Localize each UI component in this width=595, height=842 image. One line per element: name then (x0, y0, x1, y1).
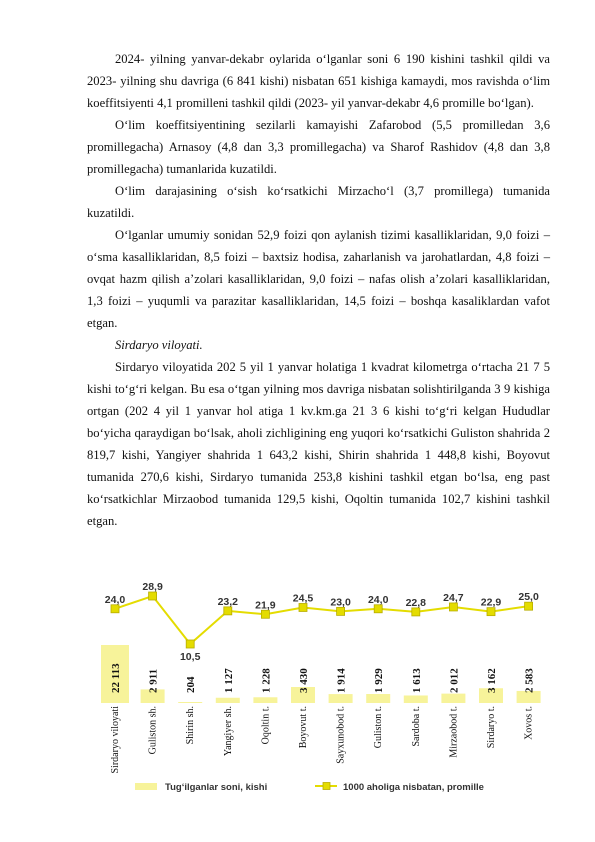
line-point-3 (224, 607, 232, 615)
line-label-10: 22,9 (480, 596, 502, 609)
bar-label-9: 2 012 (448, 668, 461, 693)
bar-label-6: 1 914 (335, 668, 348, 693)
bar-label-0: 22 113 (110, 663, 122, 693)
legend-label-bars: Tug‘ilganlar soni, kishi (165, 782, 268, 793)
bar-label-8: 1 613 (410, 668, 423, 693)
category-label-5: Boyovut t. (298, 706, 309, 749)
bar-label-2: 204 (185, 676, 198, 693)
line-point-6 (337, 607, 345, 615)
line-point-8 (412, 608, 420, 616)
bar-label-7: 1 929 (373, 668, 386, 693)
paragraph: O‘lim koeffitsiyentining sezilarli kamayishi Zafarobod (5,5 promilledan 3,6 promillegacha) Arnasoy (4,8 dan 3,3 promillegacha) va Sharof Rashidov (4,8 dan 3,8 promillegacha) tumanlarida kuzatildi. (87, 118, 550, 176)
bar-9 (441, 694, 465, 703)
legend-swatch-bars (135, 783, 157, 790)
line-point-7 (374, 605, 382, 613)
line-point-11 (525, 602, 533, 610)
category-label-0: Sirdaryo viloyati (110, 706, 121, 774)
category-label-11: Xovos t. (523, 706, 535, 740)
line-label-9: 24,7 (443, 591, 464, 604)
legend-swatch-line (323, 783, 330, 790)
line-label-6: 23,0 (330, 596, 351, 609)
line-label-8: 22,8 (405, 596, 427, 609)
line-point-2 (186, 640, 194, 648)
line-label-4: 21,9 (255, 599, 276, 612)
chart-svg (103, 581, 554, 798)
line-label-5: 24,5 (292, 592, 314, 605)
bar-3 (216, 698, 240, 703)
bar-label-11: 2 583 (523, 668, 536, 693)
category-label-6: Sayxunobod t. (335, 706, 347, 764)
body-text (87, 48, 550, 532)
bar-8 (404, 695, 428, 703)
category-label-8: Sardoba t. (410, 706, 422, 747)
line-label-1: 28,9 (142, 581, 163, 593)
bar-label-5: 3 430 (298, 668, 310, 693)
category-label-4: Oqoltin t. (260, 706, 272, 745)
paragraph: O‘lganlar umumiy sonidan 52,9 foizi qon aylanish tizimi kasalliklaridan, 9,0 foizi – o‘sma kasalliklaridan, 8,5 foizi – baxtsiz hodisa, zaharlanish va jarohatlardan, 4,8 foizi – ovqat hazm qilish a’zolari kasalliklaridan, 9,0 foizi – nafas olish a’zolari kasalliklaridan, 1,3 foizi – yuqumli va parazitar kasalliklaridan, 14,5 foizi – boshqa kasaliklardan vafot etgan. (87, 228, 550, 330)
bar-2 (178, 702, 202, 703)
paragraph: 2024- yilning yanvar-dekabr oylarida o‘lganlar soni 6 190 kishini tashkil qildi va 2023- yilning shu davriga (6 841 kishi) nisbatan 651 kishiga kamaydi, mos ravishda o‘lim koeffitsiyenti 4,1 promilleni tashkil qildi (2023- yil yanvar-dekabr 4,6 promille bo‘lgan). (87, 52, 550, 110)
category-label-9: Mirzaobod t. (448, 706, 460, 758)
line-label-0: 24,0 (104, 593, 126, 606)
section-heading: Sirdaryo viloyati. (115, 338, 203, 352)
line-point-4 (261, 610, 269, 618)
line-point-5 (299, 603, 307, 611)
line-label-3: 23,2 (217, 595, 239, 608)
bar-label-1: 2 911 (147, 668, 160, 693)
line-label-11: 25,0 (518, 591, 539, 604)
bar-7 (366, 694, 390, 703)
category-label-1: Guliston sh. (147, 706, 159, 755)
line-point-1 (149, 592, 157, 600)
line-point-10 (487, 608, 495, 616)
bar-label-10: 3 162 (486, 668, 498, 693)
bar-6 (329, 694, 353, 703)
category-label-10: Sirdaryo t. (486, 706, 497, 749)
paragraph: O‘lim darajasining o‘sish ko‘rsatkichi Mirzacho‘l (3,7 promillega) tumanida kuzatildi. (87, 184, 550, 220)
line-point-9 (449, 603, 457, 611)
births-chart (103, 581, 554, 798)
legend-label-line: 1000 aholiga nisbatan, promille (343, 782, 484, 793)
category-label-7: Guliston t. (373, 706, 385, 749)
category-label-2: Shirin sh. (185, 706, 197, 745)
bar-label-3: 1 127 (222, 668, 235, 693)
line-point-0 (111, 605, 119, 613)
line-label-7: 24,0 (367, 593, 389, 606)
bar-4 (253, 697, 277, 703)
category-label-3: Yangiyer sh. (222, 706, 234, 757)
paragraph: Sirdaryo viloyatida 202 5 yil 1 yanvar holatiga 1 kvadrat kilometrga o‘rtacha 21 7 5 kishi to‘g‘ri kelgan. Bu esa o‘tgan yilning mos davriga nisbatan solishtirilganda 3 9 kishiga ortgan (202 4 yil 1 yanvar hol atiga 1 kv.km.ga 21 3 6 kishi to‘g‘ri kelgan Hududlar bo‘yicha qaraydigan bo‘lsak, aholi zichligining eng yuqori ko‘rsatkichi Guliston shahrida 2 819,7 kishi, Yangiyer shahrida 1 643,2 kishi, Shirin shahrida 1 448,8 kishi, Boyovut tumanida 270,6 kishi, Sirdaryo tumanida 253,8 kishini tashkil etgan bo‘lsa, eng past ko‘rsatkichlar Mirzaobod tumanida 129,5 kishi, Oqoltin tumanida 102,7 kishini tashkil etgan. (87, 360, 550, 528)
line-label-2: 10,5 (179, 651, 201, 663)
bar-label-4: 1 228 (260, 668, 273, 693)
